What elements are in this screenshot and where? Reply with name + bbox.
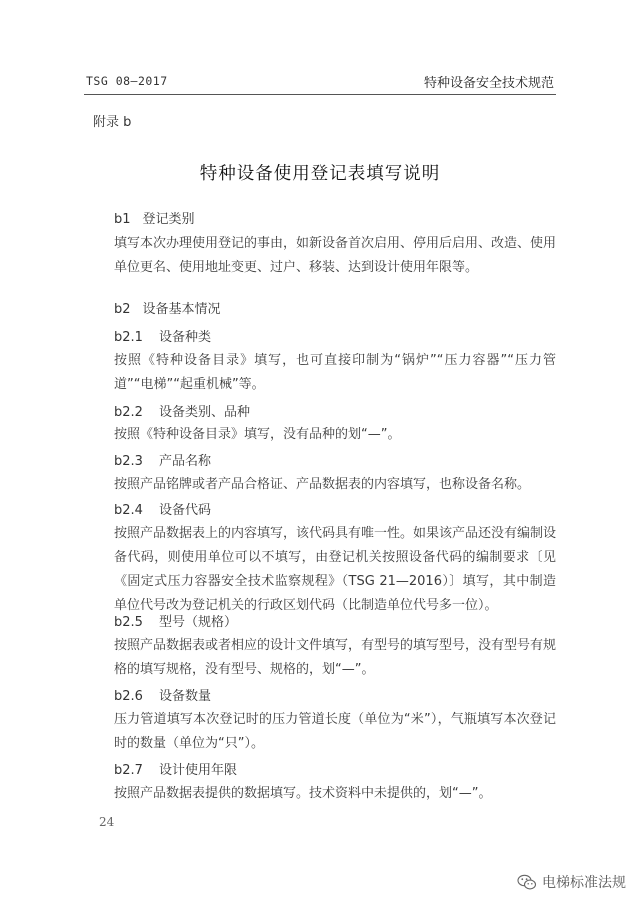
section-text-b1: 填写本次办理使用登记的事由，如新设备首次启用、停用后启用、改造、使用单位更名、使用地址变更、过户、移装、达到设计使用年限等。 (114, 236, 557, 275)
subsection-number: b2.5 (114, 615, 143, 630)
subsection-heading-b2-6 (114, 685, 211, 704)
header-divider (84, 94, 556, 95)
subsection-number: b2.6 (114, 689, 143, 704)
watermark (517, 872, 626, 892)
subsection-number: b2.1 (114, 330, 143, 345)
subsection-title: 设备种类 (158, 330, 211, 345)
subsection-text-b2-6: 压力管道填写本次登记时的压力管道长度（单位为“米”），气瓶填写本次登记时的数量（单位为“只”）。 (114, 712, 556, 751)
subsection-text-b2-1: 按照《特种设备目录》填写，也可直接印制为“锅炉”“压力容器”“压力管道”“电梯”“起重机械”等。 (114, 353, 556, 392)
subsection-title: 设备代码 (158, 503, 211, 518)
subsection-title: 产品名称 (158, 454, 211, 469)
section-title: 登记类别 (142, 212, 195, 227)
subsection-heading-b2-4 (114, 499, 211, 518)
subsection-number: b2.7 (114, 763, 143, 778)
standard-code: TSG 08—2017 (86, 74, 168, 88)
series-title: 特种设备安全技术规范 (423, 76, 554, 91)
subsection-title: 设计使用年限 (158, 763, 237, 778)
section-number: b2 (114, 302, 131, 317)
subsection-title: 设备数量 (158, 689, 211, 704)
section-heading-b1 (114, 208, 195, 227)
subsection-title: 型号（规格） (158, 615, 237, 630)
subsection-number: b2.4 (114, 503, 143, 518)
wechat-icon (517, 874, 537, 891)
subsection-number: b2.3 (114, 454, 143, 469)
subsection-text-b2-7: 按照产品数据表提供的数据填写。技术资料中未提供的，划“—”。 (114, 786, 492, 801)
subsection-heading-b2-7 (114, 759, 237, 778)
subsection-heading-b2-3 (114, 450, 211, 469)
section-number: b1 (114, 212, 131, 227)
watermark-text: 电梯标准法规 (542, 875, 626, 891)
subsection-text-b2-2: 按照《特种设备目录》填写，没有品种的划“—”。 (114, 427, 401, 442)
subsection-heading-b2-2 (114, 401, 250, 420)
subsection-number: b2.2 (114, 405, 143, 420)
section-title: 设备基本情况 (142, 302, 221, 317)
subsection-text-b2-4: 按照产品数据表上的内容填写，该代码具有唯一性。如果该产品还没有编制设备代码，则使用单位可以不填写，由登记机关按照设备代码的编制要求〔见《固定式压力容器安全技术监察规程》（TSG 21—2016）〕填写，其中制造单位代号改为登记机关的行政区划代码（比制造单位代号多一位）。 (114, 526, 557, 613)
page-number: 24 (99, 815, 115, 829)
appendix-label: 附录 b (93, 115, 132, 130)
subsection-text-b2-5: 按照产品数据表或者相应的设计文件填写，有型号的填写型号，没有型号有规格的填写规格，没有型号、规格的，划“—”。 (114, 638, 557, 677)
subsection-heading-b2-5 (114, 611, 237, 630)
page-title: 特种设备使用登记表填写说明 (199, 164, 441, 184)
subsection-heading-b2-1 (114, 326, 211, 345)
subsection-text-b2-3: 按照产品铭牌或者产品合格证、产品数据表的内容填写，也称设备名称。 (114, 477, 531, 492)
subsection-title: 设备类别、品种 (158, 405, 250, 420)
section-heading-b2 (114, 298, 221, 317)
